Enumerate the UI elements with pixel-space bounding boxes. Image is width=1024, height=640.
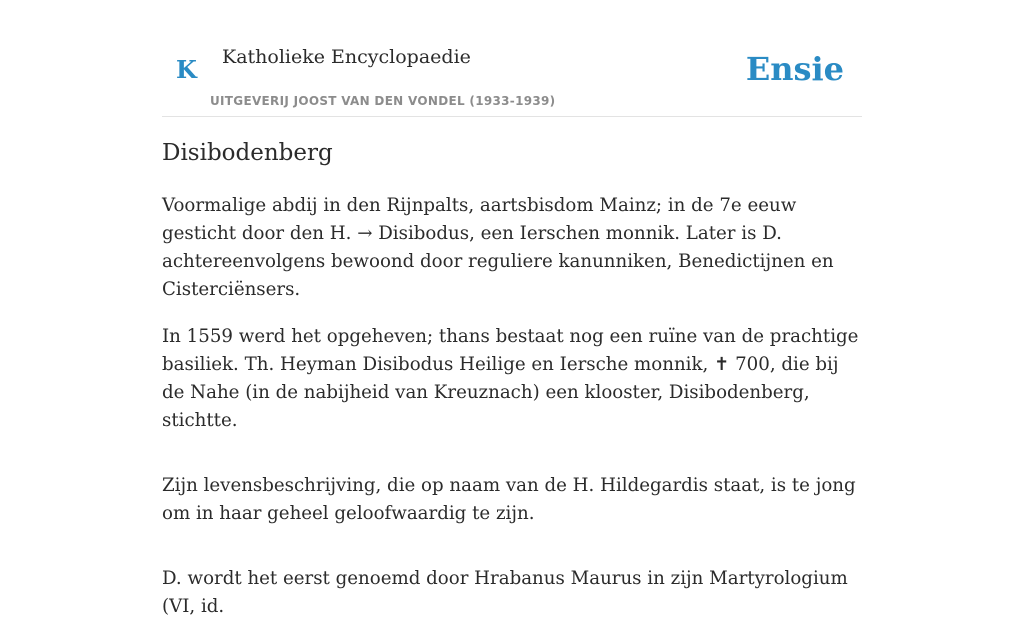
article-paragraph (162, 192, 862, 304)
article-title: Disibodenberg (162, 140, 333, 166)
page (162, 0, 862, 617)
publisher-subtitle: UITGEVERIJ JOOST VAN DEN VONDEL (1933-1939) (210, 94, 556, 108)
site-title[interactable]: Katholieke Encyclopaedie (222, 46, 471, 68)
ensie-home-link[interactable]: Ensie (745, 50, 844, 88)
paragraph-text: , een Ierschen monnik. Later is D. achtereenvolgens bewoond door reguliere kanunniken, Benedictijnen en Cisterciënsers. (162, 223, 834, 300)
article-paragraph: In 1559 werd het opgeheven; thans bestaat nog een ruïne van de prachtige basiliek. Th. Heyman Disibodus Heilige en Iersche monnik, ✝ 700, die bij de Nahe (in de nabijheid van Kreuznach) een klooster, Disibodenberg, stichtte. (162, 326, 859, 431)
article-paragraph: Zijn levensbeschrijving, die op naam van de H. Hildegardis staat, is te jong om in haar geheel geloofwaardig te zijn. (162, 475, 856, 524)
site-header (162, 0, 862, 117)
article-paragraph: D. wordt het eerst genoemd door Hrabanus Maurus in zijn Martyrologium (VI, id. (162, 568, 848, 617)
article-body (162, 192, 862, 640)
disibodus-link[interactable]: → Disibodus (357, 223, 470, 244)
encyclopedia-logo-icon[interactable]: K (176, 55, 197, 84)
paragraph-text: Voormalige abdij in den Rijnpalts, aartsbisdom Mainz; in de 7e eeuw gesticht door den H. (162, 195, 797, 244)
